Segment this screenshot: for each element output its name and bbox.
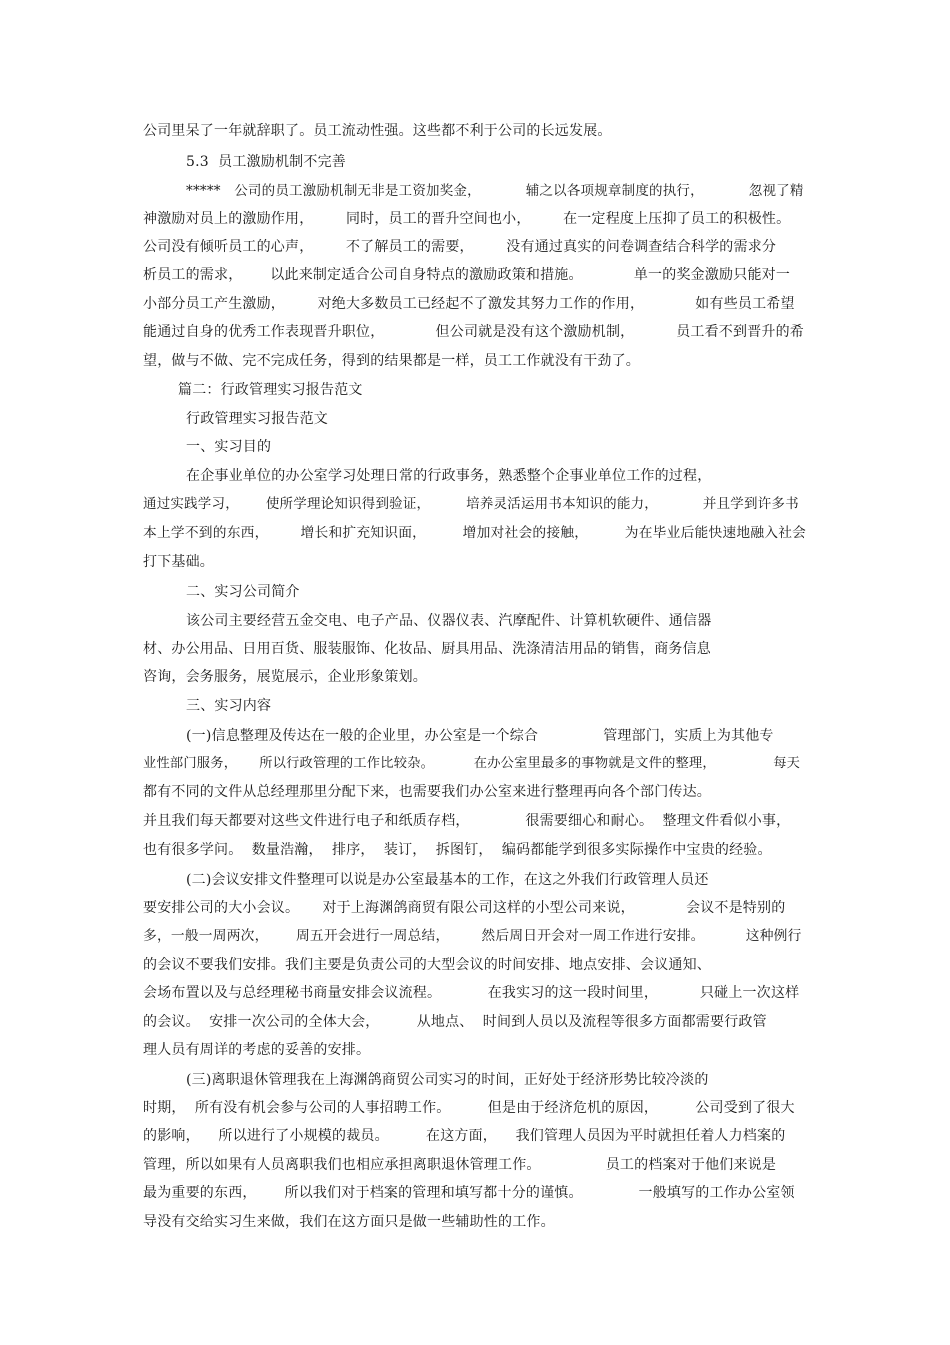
section-heading: 二、实习公司简介 xyxy=(186,584,300,600)
text-line: 管理，所以如果有人员离职我们也相应承担离职退休管理工作。 员工的档案对于他们来说是 xyxy=(143,1157,777,1173)
text-line: 神激励对员上的激励作用， 同时，员工的晋升空间也小， 在一定程度上压抑了员工的积极性。 xyxy=(143,211,791,227)
text-line: 多，一般一周两次， 周五开会进行一周总结， 然后周日开会对一周工作进行安排。 这种例行 xyxy=(143,928,802,944)
text-line: 能通过自身的优秀工作表现晋升职位， 但公司就是没有这个激励机制， 员工看不到晋升的希 xyxy=(143,324,805,340)
text-line: 的会议不要我们安排。我们主要是负责公司的大型会议的时间安排、地点安排、会议通知、 xyxy=(143,957,711,973)
text-line: 并且我们每天都要对这些文件进行电子和纸质存档， 很需要细心和耐心。 整理文件看似小事， xyxy=(143,813,791,829)
section-heading: 三、实习内容 xyxy=(186,698,272,714)
text-line: 业性部门服务， 所以行政管理的工作比较杂。 在办公室里最多的事物就是文件的整理， 每天 xyxy=(143,756,801,771)
text-line: 的会议。 安排一次公司的全体大会， 从地点、 时间到人员以及流程等很多方面都需要行政管 xyxy=(143,1014,767,1030)
text-line: 都有不同的文件从总经理那里分配下来，也需要我们办公室来进行整理再向各个部门传达。 xyxy=(143,784,711,800)
section-heading: 篇二：行政管理实习报告范文 xyxy=(178,382,363,398)
text-line: 材、办公用品、日用百货、服装服饰、化妆品、厨具用品、洗涤清洁用品的销售，商务信息 xyxy=(143,641,711,657)
text-line: 本上学不到的东西， 增长和扩充知识面， 增加对社会的接触， 为在毕业后能快速地融入社会 xyxy=(143,525,807,541)
text-line: 时期， 所有没有机会参与公司的人事招聘工作。 但是由于经济危机的原因， 公司受到了很大 xyxy=(143,1100,795,1116)
section-heading: 5.3 员工激励机制不完善 xyxy=(186,154,346,170)
document-title: 行政管理实习报告范文 xyxy=(186,411,328,427)
text-line: 打下基础。 xyxy=(143,554,214,570)
text-line: 公司没有倾听员工的心声， 不了解员工的需要， 没有通过真实的问卷调查结合科学的需求分 xyxy=(143,239,777,255)
text-line: 小部分员工产生激励， 对绝大多数员工已经起不了激发其努力工作的作用， 如有些员工希望 xyxy=(143,296,795,312)
section-heading: 一、实习目的 xyxy=(186,439,272,455)
text-line: 的影响， 所以进行了小规模的裁员。 在这方面， 我们管理人员因为平时就担任着人力档案的 xyxy=(143,1128,786,1144)
text-line: 理人员有周详的考虑的妥善的安排。 xyxy=(143,1042,371,1058)
text-line: 在企事业单位的办公室学习处理日常的行政事务，熟悉整个企事业单位工作的过程， xyxy=(186,468,712,484)
text-line: 也有很多学问。 数量浩瀚， 排序， 装订， 拆图钉， 编码都能学到很多实际操作中宝贵的经验。 xyxy=(143,842,772,858)
text-line: 析员工的需求， 以此来制定适合公司自身特点的激励政策和措施。 单一的奖金激励只能对一 xyxy=(143,267,791,283)
text-line: 会场布置以及与总经理秘书商量安排会议流程。 在我实习的这一段时间里， 只碰上一次这样 xyxy=(143,985,800,1001)
text-line: 导没有交给实习生来做，我们在这方面只是做一些辅助性的工作。 xyxy=(143,1214,555,1230)
text-line: 最为重要的东西， 所以我们对于档案的管理和填写都十分的谨慎。 一般填写的工作办公室领 xyxy=(143,1185,795,1201)
text-line: 该公司主要经营五金交电、电子产品、仪器仪表、汽摩配件、计算机软硬件、通信器 xyxy=(186,613,712,629)
text-line: (一)信息整理及传达在一般的企业里，办公室是一个综合 管理部门，实质上为其他专 xyxy=(186,728,774,744)
text-line: ***** 公司的员工激励机制无非是工资加奖金， 辅之以各项规章制度的执行， 忽视了精 xyxy=(186,183,804,199)
text-line: 咨询，会务服务，展览展示，企业形象策划。 xyxy=(143,669,427,685)
text-line: (三)离职退休管理我在上海渊鸽商贸公司实习的时间，正好处于经济形势比较冷淡的 xyxy=(186,1072,709,1088)
text-line: 要安排公司的大小会议。 对于上海渊鸽商贸有限公司这样的小型公司来说， 会议不是特别的 xyxy=(143,900,786,916)
text-line: 通过实践学习， 使所学理论知识得到验证， 培养灵活运用书本知识的能力， 并且学到许多书 xyxy=(143,496,799,512)
text-line: (二)会议安排文件整理可以说是办公室最基本的工作，在这之外我们行政管理人员还 xyxy=(186,872,709,888)
text-line: 望，做与不做、完不完成任务，得到的结果都是一样，员工工作就没有干劲了。 xyxy=(143,353,640,369)
text-line: 公司里呆了一年就辞职了。员工流动性强。这些都不利于公司的长远发展。 xyxy=(143,123,612,139)
